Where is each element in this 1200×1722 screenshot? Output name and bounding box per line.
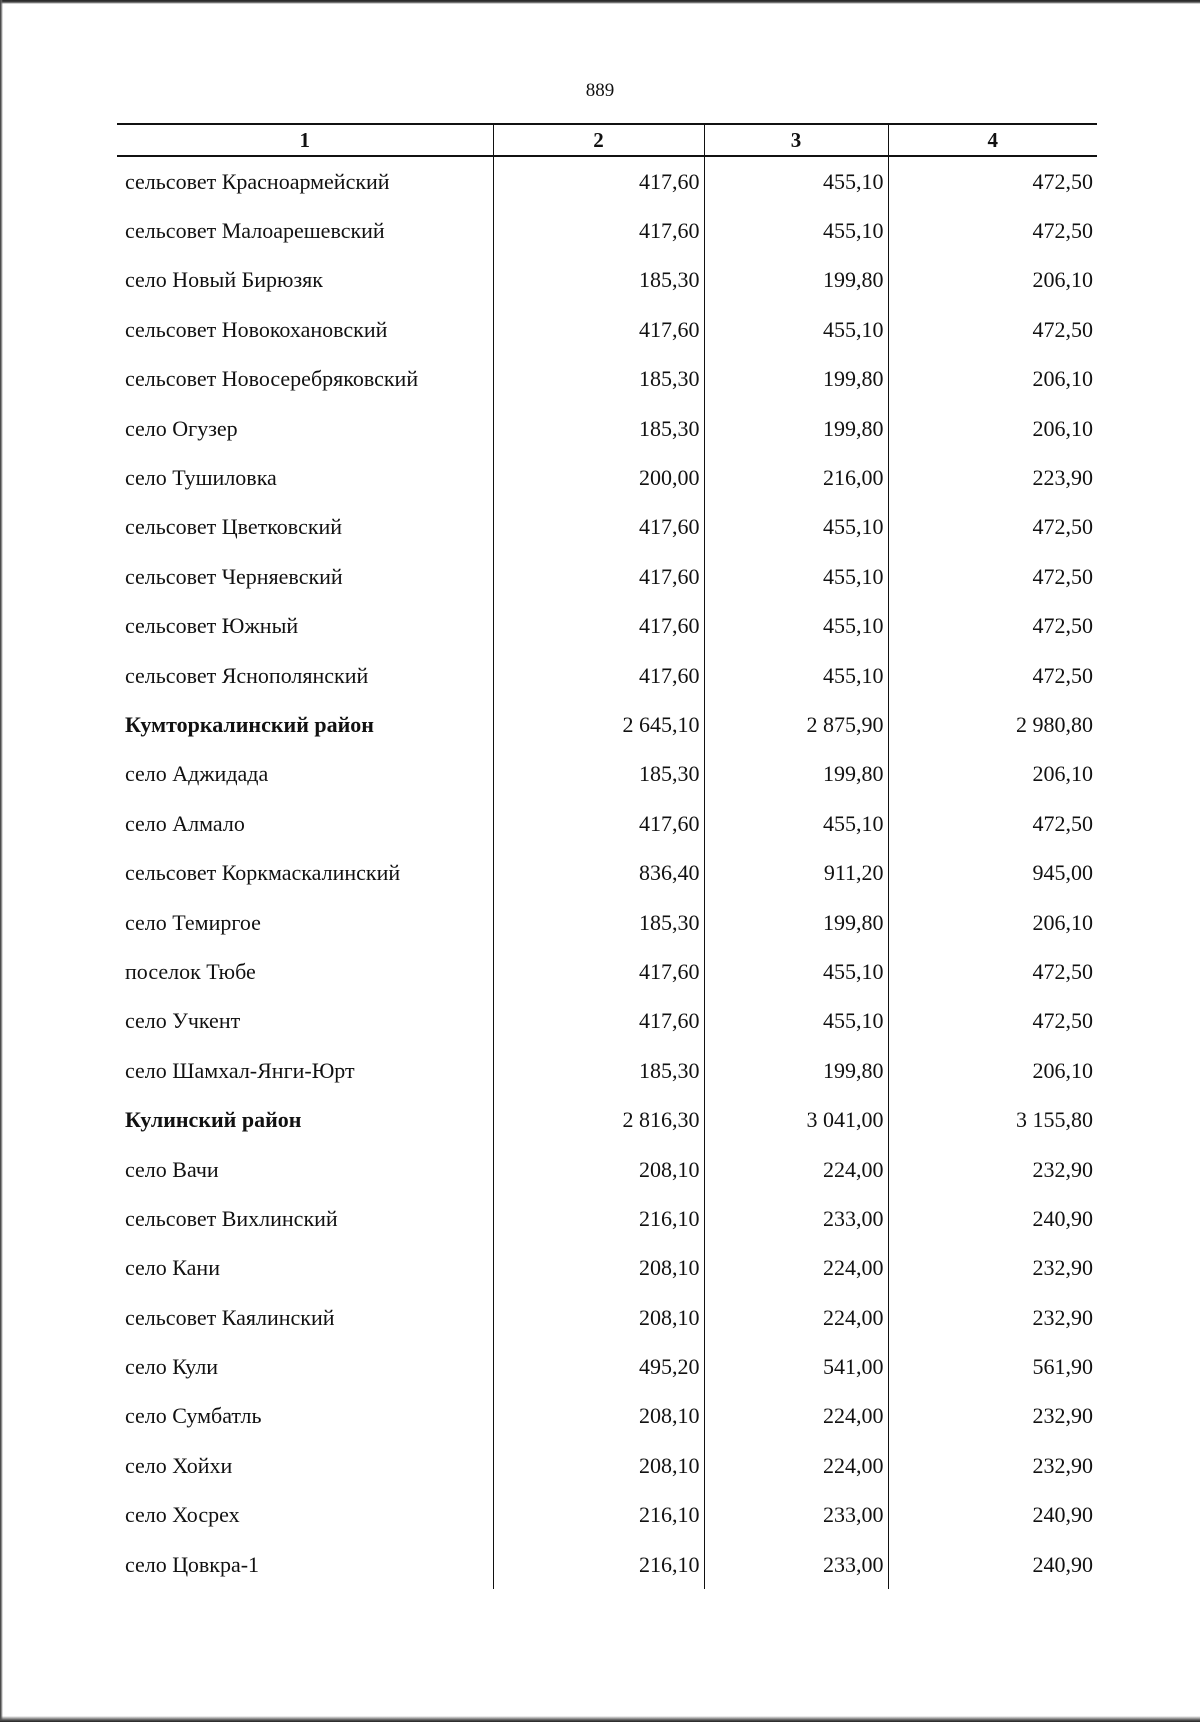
table-row — [117, 848, 1097, 897]
row-value-col2: 2 816,30 — [493, 1095, 704, 1144]
row-value-col2: 185,30 — [493, 1046, 704, 1095]
column-header-2: 2 — [493, 124, 704, 156]
row-value-col4: 206,10 — [888, 404, 1097, 453]
row-name-cell: сельсовет Новокохановский — [125, 316, 388, 342]
row-value-col2: 216,10 — [493, 1491, 704, 1540]
table-row — [117, 1441, 1097, 1490]
row-name-cell: сельсовет Новосеребряковский — [125, 366, 419, 392]
row-value-col3: 455,10 — [704, 206, 888, 255]
table-row — [117, 947, 1097, 996]
row-value-col2: 2 645,10 — [493, 700, 704, 749]
row-value-col4: 472,50 — [888, 305, 1097, 354]
row-name-cell: сельсовет Красноармейский — [125, 168, 390, 194]
row-name-cell: Кулинский район — [125, 1107, 302, 1133]
row-name-cell: село Хойхи — [125, 1452, 233, 1478]
column-header-1: 1 — [117, 124, 493, 156]
row-value-col2: 417,60 — [493, 305, 704, 354]
row-value-col2: 208,10 — [493, 1293, 704, 1342]
row-value-col4: 472,50 — [888, 156, 1097, 206]
row-name-cell: сельсовет Вихлинский — [125, 1205, 338, 1231]
row-name-cell: село Хосрех — [125, 1502, 240, 1528]
row-value-col4: 232,90 — [888, 1244, 1097, 1293]
row-value-col4: 206,10 — [888, 256, 1097, 305]
row-value-col2: 208,10 — [493, 1441, 704, 1490]
table-row — [117, 305, 1097, 354]
row-value-col4: 472,50 — [888, 997, 1097, 1046]
row-name-cell: село Темиргое — [125, 909, 261, 935]
row-value-col3: 199,80 — [704, 1046, 888, 1095]
row-value-col3: 199,80 — [704, 750, 888, 799]
row-name-cell: село Шамхал-Янги-Юрт — [125, 1057, 355, 1083]
row-name-cell: сельсовет Малоарешевский — [125, 218, 385, 244]
table-body — [117, 156, 1097, 1589]
row-value-col4: 240,90 — [888, 1491, 1097, 1540]
row-value-col2: 417,60 — [493, 799, 704, 848]
row-value-col3: 541,00 — [704, 1342, 888, 1391]
row-value-col2: 417,60 — [493, 602, 704, 651]
row-value-col2: 208,10 — [493, 1392, 704, 1441]
table-header — [117, 124, 1097, 156]
row-value-col2: 836,40 — [493, 848, 704, 897]
table-row — [117, 503, 1097, 552]
scan-edge-left — [0, 0, 3, 1722]
row-value-col4: 561,90 — [888, 1342, 1097, 1391]
row-name-cell: сельсовет Коркмаскалинский — [125, 860, 401, 886]
table-row — [117, 1540, 1097, 1589]
row-name-cell: село Вачи — [125, 1156, 219, 1182]
row-value-col3: 2 875,90 — [704, 700, 888, 749]
column-header-3: 3 — [704, 124, 888, 156]
row-value-col2: 216,10 — [493, 1540, 704, 1589]
row-value-col2: 185,30 — [493, 256, 704, 305]
row-value-col3: 224,00 — [704, 1244, 888, 1293]
row-name-cell: Кумторкалинский район — [125, 711, 374, 737]
row-value-col3: 199,80 — [704, 404, 888, 453]
row-value-col4: 240,90 — [888, 1540, 1097, 1589]
row-value-col3: 216,00 — [704, 453, 888, 502]
district-row — [117, 1095, 1097, 1144]
district-row — [117, 700, 1097, 749]
row-value-col2: 185,30 — [493, 355, 704, 404]
table-row — [117, 355, 1097, 404]
row-value-col2: 417,60 — [493, 156, 704, 206]
row-value-col3: 455,10 — [704, 305, 888, 354]
row-value-col4: 206,10 — [888, 355, 1097, 404]
row-value-col3: 3 041,00 — [704, 1095, 888, 1144]
row-value-col3: 199,80 — [704, 355, 888, 404]
table-row — [117, 552, 1097, 601]
row-value-col3: 233,00 — [704, 1491, 888, 1540]
row-value-col4: 223,90 — [888, 453, 1097, 502]
row-value-col2: 208,10 — [493, 1145, 704, 1194]
row-value-col3: 233,00 — [704, 1194, 888, 1243]
row-value-col3: 224,00 — [704, 1145, 888, 1194]
row-name-cell: село Кани — [125, 1255, 220, 1281]
row-value-col3: 455,10 — [704, 651, 888, 700]
row-value-col2: 185,30 — [493, 750, 704, 799]
scan-edge-bottom — [0, 1716, 1200, 1722]
row-value-col4: 472,50 — [888, 206, 1097, 255]
row-value-col3: 233,00 — [704, 1540, 888, 1589]
row-name-cell: сельсовет Яснополянский — [125, 662, 369, 688]
column-header-4: 4 — [888, 124, 1097, 156]
row-value-col4: 472,50 — [888, 503, 1097, 552]
row-name-cell: село Сумбатль — [125, 1403, 262, 1429]
table-row — [117, 799, 1097, 848]
row-value-col4: 206,10 — [888, 898, 1097, 947]
row-value-col2: 417,60 — [493, 997, 704, 1046]
row-value-col2: 185,30 — [493, 404, 704, 453]
table-row — [117, 602, 1097, 651]
row-value-col3: 455,10 — [704, 503, 888, 552]
row-name-cell: сельсовет Черняевский — [125, 563, 343, 589]
row-name-cell: сельсовет Южный — [125, 613, 299, 639]
table-row — [117, 1293, 1097, 1342]
row-value-col3: 455,10 — [704, 552, 888, 601]
row-value-col3: 455,10 — [704, 602, 888, 651]
row-name-cell: село Учкент — [125, 1008, 241, 1034]
data-table — [117, 123, 1097, 1589]
row-name-cell: село Аджидада — [125, 761, 269, 787]
row-value-col3: 224,00 — [704, 1441, 888, 1490]
row-value-col4: 472,50 — [888, 947, 1097, 996]
page-number: 889 — [585, 80, 615, 101]
row-value-col3: 455,10 — [704, 997, 888, 1046]
row-value-col4: 472,50 — [888, 552, 1097, 601]
table-row — [117, 1145, 1097, 1194]
table-row — [117, 651, 1097, 700]
row-value-col4: 2 980,80 — [888, 700, 1097, 749]
row-value-col2: 417,60 — [493, 503, 704, 552]
table-row — [117, 156, 1097, 206]
row-value-col4: 232,90 — [888, 1145, 1097, 1194]
row-name-cell: поселок Тюбе — [125, 958, 256, 984]
row-value-col2: 417,60 — [493, 947, 704, 996]
row-name-cell: сельсовет Каялинский — [125, 1304, 335, 1330]
row-name-cell: село Алмало — [125, 810, 245, 836]
row-value-col4: 472,50 — [888, 602, 1097, 651]
row-value-col3: 224,00 — [704, 1392, 888, 1441]
row-value-col4: 206,10 — [888, 1046, 1097, 1095]
table-row — [117, 750, 1097, 799]
row-value-col4: 472,50 — [888, 651, 1097, 700]
row-value-col3: 455,10 — [704, 947, 888, 996]
row-value-col2: 185,30 — [493, 898, 704, 947]
row-name-cell: село Цовкра-1 — [125, 1551, 260, 1577]
table-row — [117, 1046, 1097, 1095]
table-row — [117, 1244, 1097, 1293]
row-value-col2: 417,60 — [493, 552, 704, 601]
row-value-col2: 417,60 — [493, 651, 704, 700]
row-value-col4: 3 155,80 — [888, 1095, 1097, 1144]
table-row — [117, 1392, 1097, 1441]
row-value-col3: 455,10 — [704, 156, 888, 206]
row-value-col4: 472,50 — [888, 799, 1097, 848]
row-value-col4: 206,10 — [888, 750, 1097, 799]
header-row — [117, 124, 1097, 156]
row-value-col4: 232,90 — [888, 1441, 1097, 1490]
row-value-col2: 208,10 — [493, 1244, 704, 1293]
row-value-col2: 216,10 — [493, 1194, 704, 1243]
row-value-col2: 417,60 — [493, 206, 704, 255]
table-row — [117, 1194, 1097, 1243]
table-row — [117, 1342, 1097, 1391]
row-value-col3: 199,80 — [704, 256, 888, 305]
row-value-col4: 945,00 — [888, 848, 1097, 897]
row-value-col4: 232,90 — [888, 1392, 1097, 1441]
row-name-cell: село Огузер — [125, 415, 238, 441]
row-name-cell: село Тушиловка — [125, 465, 277, 491]
table-row — [117, 898, 1097, 947]
table-row — [117, 256, 1097, 305]
row-value-col2: 200,00 — [493, 453, 704, 502]
row-value-col3: 199,80 — [704, 898, 888, 947]
row-name-cell: село Новый Бирюзяк — [125, 267, 323, 293]
table-row — [117, 453, 1097, 502]
row-value-col2: 495,20 — [493, 1342, 704, 1391]
table-row — [117, 1491, 1097, 1540]
row-value-col3: 224,00 — [704, 1293, 888, 1342]
row-value-col3: 911,20 — [704, 848, 888, 897]
row-value-col3: 455,10 — [704, 799, 888, 848]
row-value-col4: 240,90 — [888, 1194, 1097, 1243]
row-name-cell: село Кули — [125, 1354, 219, 1380]
table-row — [117, 206, 1097, 255]
table-row — [117, 997, 1097, 1046]
row-value-col4: 232,90 — [888, 1293, 1097, 1342]
scan-edge-top — [0, 0, 1200, 4]
row-name-cell: сельсовет Цветковский — [125, 514, 343, 540]
table-row — [117, 404, 1097, 453]
